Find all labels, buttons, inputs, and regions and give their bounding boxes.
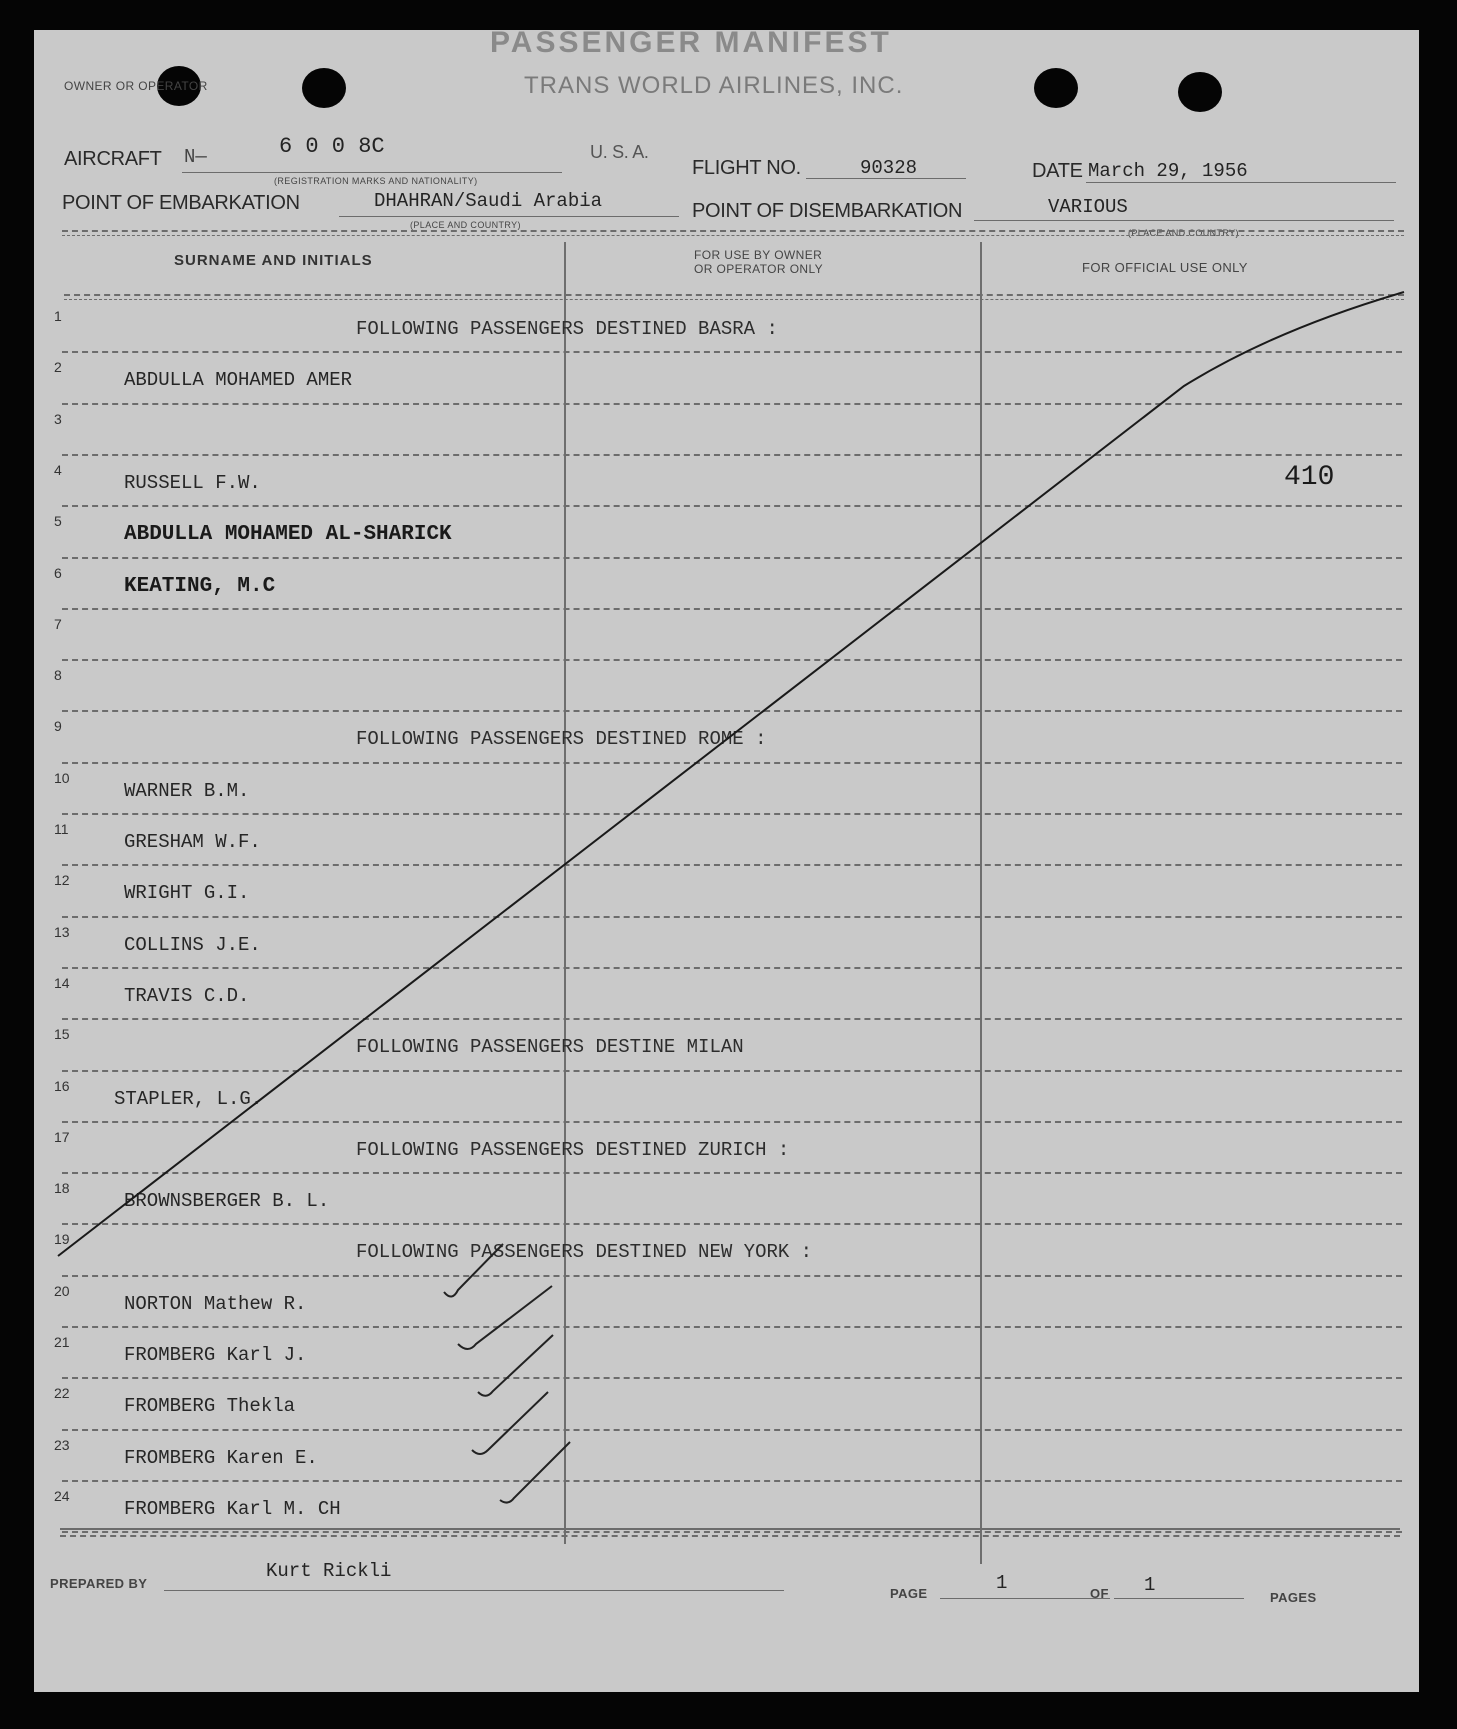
- section-heading: FOLLOWING PASSENGERS DESTINE MILAN: [356, 1036, 744, 1059]
- row-number: 15: [54, 1026, 70, 1043]
- flight-number: 90328: [860, 157, 918, 179]
- page-label: PAGE: [890, 1586, 928, 1601]
- row-number: 11: [54, 821, 69, 837]
- page-underline: [940, 1598, 1110, 1599]
- pages-label: PAGES: [1270, 1590, 1317, 1605]
- checkmark-icon: [472, 1392, 548, 1454]
- disembarkation-label: POINT OF DISEMBARKATION: [692, 200, 963, 222]
- row-number: 18: [54, 1180, 70, 1197]
- section-heading: FOLLOWING PASSENGERS DESTINED NEW YORK :: [356, 1241, 813, 1264]
- section-heading: FOLLOWING PASSENGERS DESTINED ROME :: [356, 728, 767, 751]
- embarkation-place-note: (PLACE AND COUNTRY): [410, 220, 521, 230]
- row-number: 2: [54, 359, 62, 376]
- aircraft-registration: 6 0 0 8C: [279, 134, 385, 159]
- country-label: U. S. A.: [590, 142, 649, 162]
- row-number: 21: [54, 1334, 70, 1350]
- row-number: 14: [54, 974, 70, 991]
- row-number: 3: [54, 410, 62, 427]
- column-header-owner-1: FOR USE BY OWNER: [694, 248, 823, 262]
- date-label: DATE: [1032, 160, 1083, 182]
- row-number: 20: [54, 1282, 70, 1299]
- prepared-by-underline: [164, 1590, 784, 1591]
- official-note-value: 410: [1284, 462, 1335, 493]
- row-number: 19: [54, 1231, 70, 1248]
- row-number: 24: [54, 1487, 70, 1504]
- row-number: 16: [54, 1077, 70, 1094]
- column-header-official: FOR OFFICIAL USE ONLY: [1082, 260, 1248, 275]
- aircraft-prefix: N—: [184, 146, 207, 168]
- prepared-by-label: PREPARED BY: [50, 1576, 148, 1591]
- total-pages: 1: [1144, 1574, 1156, 1596]
- section-heading: FOLLOWING PASSENGERS DESTINED ZURICH :: [356, 1138, 790, 1161]
- column-header-owner-2: OR OPERATOR ONLY: [694, 262, 824, 276]
- passenger-name: RUSSELL F.W.: [124, 471, 261, 494]
- of-label: OF: [1090, 1586, 1109, 1601]
- embarkation-label: POINT OF EMBARKATION: [62, 192, 300, 214]
- column-header-surname: SURNAME AND INITIALS: [174, 252, 373, 269]
- row-number: 5: [54, 513, 62, 530]
- disembarkation-value: VARIOUS: [1048, 196, 1128, 218]
- row-number: 8: [54, 667, 62, 684]
- row-number: 12: [54, 872, 70, 889]
- passenger-name: FROMBERG Karen E.: [124, 1446, 318, 1469]
- passenger-name: WARNER B.M.: [124, 779, 250, 802]
- passenger-name: FROMBERG Thekla: [124, 1395, 296, 1418]
- checkmark-icon: [458, 1286, 552, 1349]
- manifest-title: PASSENGER MANIFEST: [490, 30, 892, 59]
- passenger-name: NORTON Mathew R.: [124, 1292, 307, 1315]
- row-number: 4: [54, 461, 62, 478]
- checkmark-icon: [478, 1335, 553, 1396]
- passenger-name: TRAVIS C.D.: [124, 984, 250, 1007]
- passenger-name: FROMBERG Karl J.: [124, 1344, 307, 1366]
- row-number: 7: [54, 615, 62, 632]
- checkmark-icon: [500, 1442, 570, 1503]
- section-heading: FOLLOWING PASSENGERS DESTINED BASRA :: [356, 318, 778, 340]
- embarkation-value: DHAHRAN/Saudi Arabia: [374, 190, 603, 212]
- passenger-name: STAPLER, L.G.: [114, 1087, 263, 1110]
- row-number: 13: [54, 923, 70, 940]
- row-number: 22: [54, 1385, 70, 1402]
- of-underline: [1114, 1598, 1244, 1599]
- row-number: 17: [54, 1128, 70, 1145]
- row-number: 10: [54, 769, 70, 786]
- passenger-name: KEATING, M.C: [124, 574, 276, 598]
- diagonal-strike-line: [58, 292, 1404, 1256]
- row-number: 23: [54, 1436, 70, 1453]
- passenger-name: COLLINS J.E.: [124, 933, 261, 956]
- page-number: 1: [996, 1572, 1008, 1594]
- manifest-sheet: [34, 30, 1419, 1692]
- flight-date: March 29, 1956: [1088, 160, 1248, 182]
- disembarkation-place-note: (PLACE AND COUNTRY): [1128, 228, 1239, 238]
- registration-note: (REGISTRATION MARKS AND NATIONALITY): [274, 176, 478, 186]
- row-number: 9: [54, 718, 62, 735]
- checkmark-icon: [444, 1244, 503, 1297]
- row-number: 1: [54, 308, 62, 324]
- flight-no-label: FLIGHT NO.: [692, 157, 801, 179]
- aircraft-label: AIRCRAFT: [64, 148, 162, 170]
- passenger-name: ABDULLA MOHAMED AL-SHARICK: [124, 523, 452, 547]
- airline-name: TRANS WORLD AIRLINES, INC.: [524, 72, 904, 99]
- owner-operator-label: OWNER OR OPERATOR: [64, 79, 208, 93]
- passenger-name: BROWNSBERGER B. L.: [124, 1190, 330, 1213]
- passenger-name: GRESHAM W.F.: [124, 831, 261, 853]
- cancellation-strike: [34, 30, 1419, 1692]
- passenger-name: ABDULLA MOHAMED AMER: [124, 369, 353, 392]
- passenger-name: FROMBERG Karl M. CH: [124, 1497, 341, 1520]
- passenger-name: WRIGHT G.I.: [124, 882, 250, 905]
- prepared-by-value: Kurt Rickli: [266, 1560, 392, 1582]
- row-number: 6: [54, 564, 62, 581]
